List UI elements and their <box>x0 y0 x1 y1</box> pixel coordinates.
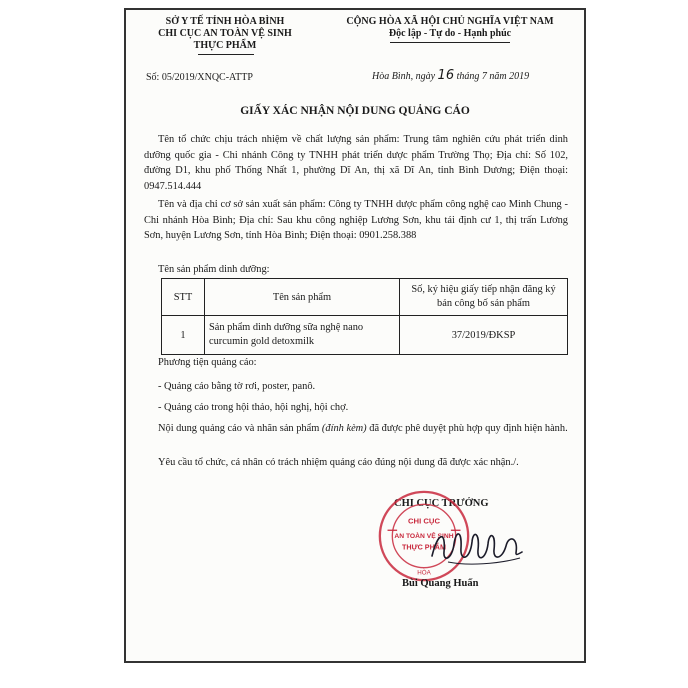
responsible-org-paragraph: Tên tổ chức chịu trách nhiệm về chất lượng sản phẩm: Trung tâm nghiên cứu phát triển dinh dưỡng quốc gia - Chi nhánh Công ty TNHH phát triển dược phẩm Trường Thọ; Địa chỉ: Số 102, đường D1, khu phố Thống Nhất 1, phường Dĩ An, thị xã Dĩ An, tỉnh Bình Dương; Điện thoại: 0947.514.444 <box>144 134 568 192</box>
svg-text:HÒA: HÒA <box>417 569 431 577</box>
signer-role: CHI CỤC TRƯỞNG <box>394 498 489 509</box>
table-row <box>162 316 568 355</box>
motto-underline <box>390 42 510 43</box>
date-prefix: Hòa Bình, ngày <box>372 71 436 82</box>
svg-text:CHI CỤC: CHI CỤC <box>408 516 440 526</box>
table-header-row <box>162 279 568 316</box>
document-page <box>124 8 586 663</box>
date-day-handwritten: 16 <box>437 68 455 83</box>
handwritten-signature <box>428 522 528 568</box>
manufacturer-paragraph: Tên và địa chỉ cơ sở sản xuất sản phẩm: Công ty TNHH dược phẩm công nghệ cao Minh Chung - Chi nhánh Hòa Bình; Địa chỉ: Sau khu công nghiệp Lương Sơn, khu tái định cư 1, thị trấn Lương Sơn, huyện Lương Sơn, tỉnh Hòa Bình; Điện thoại: 0901.258.388 <box>144 199 568 241</box>
agency-name-line1: CHI CỤC AN TOÀN VỆ SINH <box>158 28 292 39</box>
agency-block <box>140 16 310 52</box>
date-suffix: tháng 7 năm 2019 <box>456 71 530 82</box>
cell-registration-number: 37/2019/ĐKSP <box>400 316 568 355</box>
media-label: Phương tiện quảng cáo: <box>158 357 257 368</box>
motto: Độc lập - Tự do - Hạnh phúc <box>388 28 512 39</box>
national-motto-block <box>322 16 578 40</box>
header-product-name: Tên sản phẩm <box>205 279 400 316</box>
signer-name: Bùi Quang Huấn <box>402 578 479 589</box>
header-registration: Số, ký hiệu giấy tiếp nhận đăng ký bản công bố sản phẩm <box>400 279 568 316</box>
agency-name-line2: THỰC PHẨM <box>193 40 257 51</box>
document-number: Số: 05/2019/XNQC-ATTP <box>146 72 253 83</box>
agency-underline <box>198 54 254 55</box>
media-item: - Quảng cáo bằng tờ rơi, poster, panô. <box>158 381 316 392</box>
product-label: Tên sản phẩm dinh dưỡng: <box>158 264 270 275</box>
document-title: GIẤY XÁC NHẬN NỘI DUNG QUẢNG CÁO <box>240 105 470 117</box>
svg-text:AN TOÀN VỆ SINH: AN TOÀN VỆ SINH <box>394 532 454 540</box>
product-table <box>161 278 568 355</box>
header-stt: STT <box>162 279 205 316</box>
approval-text-end: đã được phê duyệt phù hợp quy định hiện hành. <box>369 423 568 434</box>
attachment-note: (đính kèm) <box>321 423 367 434</box>
ministry-name: SỞ Y TẾ TỈNH HÒA BÌNH <box>165 16 285 27</box>
media-item: - Quảng cáo trong hội thảo, hội nghị, hội chợ. <box>158 402 349 413</box>
issue-date <box>372 68 529 83</box>
cell-product-name: Sản phẩm dinh dưỡng sữa nghệ nano curcumin gold detoxmilk <box>205 316 400 355</box>
approval-text-start: Nội dung quảng cáo và nhãn sản phẩm <box>158 423 320 434</box>
svg-text:THỰC PHẨM: THỰC PHẨM <box>402 542 446 552</box>
approval-paragraph <box>144 421 568 437</box>
requirement-paragraph: Yêu cầu tổ chức, cá nhân có trách nhiệm quảng cáo đúng nội dung đã được xác nhận./. <box>158 457 519 468</box>
country-name: CỘNG HÒA XÃ HỘI CHỦ NGHĨA VIỆT NAM <box>346 16 554 27</box>
cell-stt: 1 <box>162 316 205 355</box>
